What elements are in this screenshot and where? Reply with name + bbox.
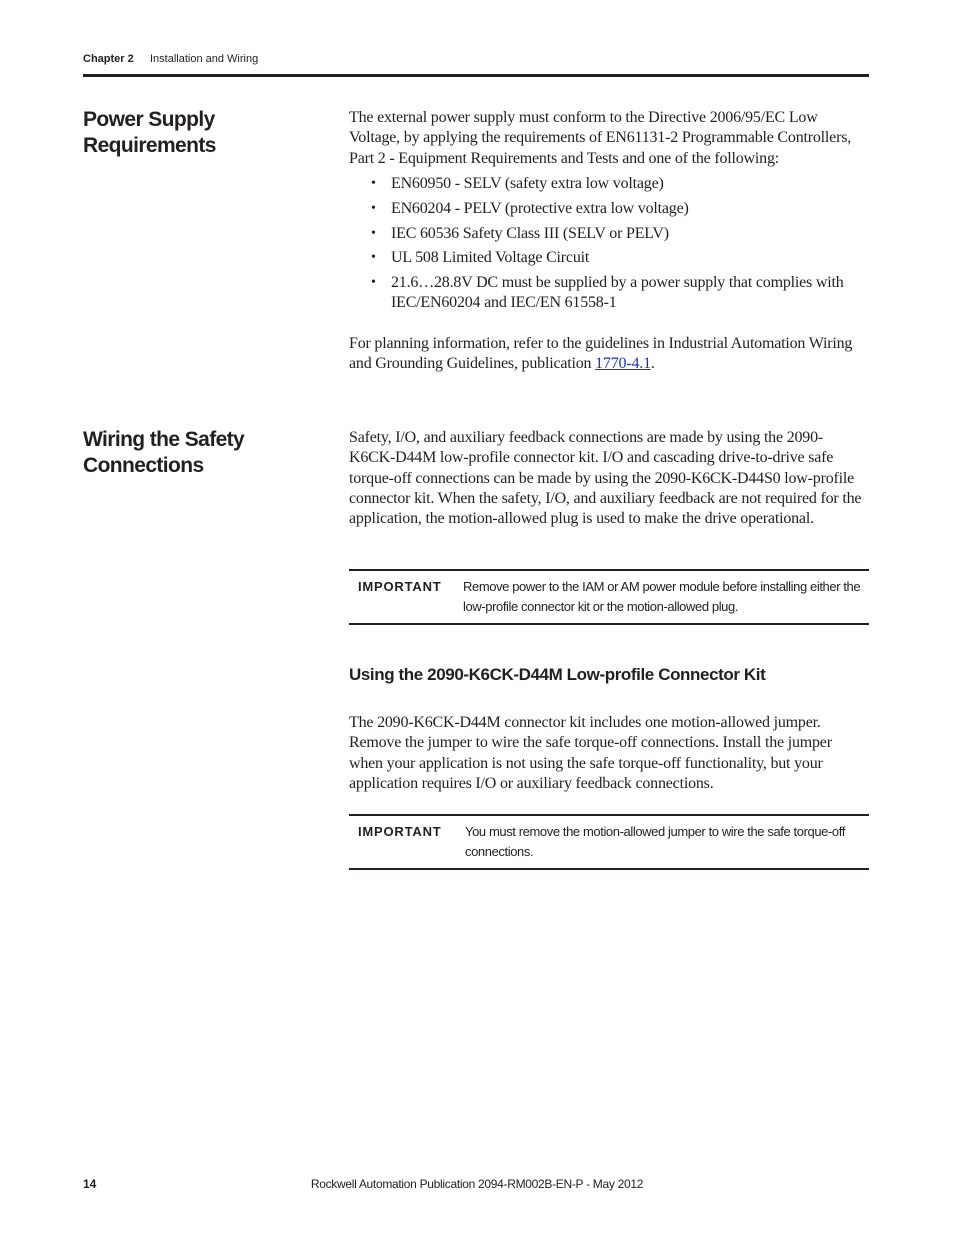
wiring-heading [83, 427, 343, 479]
header-rule [83, 74, 869, 77]
page-number: 14 [83, 1177, 97, 1191]
list-item-text: 21.6…28.8V DC must be supplied by a power supply that complies with IEC/EN60204 and IEC/EN 61558-1 [391, 274, 844, 312]
planning-paragraph [349, 334, 869, 375]
list-item-text: UL 508 Limited Voltage Circuit [391, 249, 590, 267]
bullet-icon: • [371, 275, 376, 291]
running-header [83, 53, 259, 65]
list-item [349, 199, 869, 219]
list-item [349, 273, 869, 314]
list-item [349, 248, 869, 268]
power-supply-intro [349, 108, 869, 169]
important-text: You must remove the motion-allowed jumper to wire the safe torque-off connections. [465, 824, 845, 859]
wiring-paragraph [349, 428, 869, 529]
connector-kit-subheading: Using the 2090-K6CK-D44M Low-profile Connector Kit [349, 665, 766, 684]
bullet-icon: • [371, 176, 376, 191]
important-label: IMPORTANT [358, 824, 442, 839]
important-note-jumper [349, 814, 869, 870]
wiring-heading-line2: Connections [83, 454, 204, 477]
list-item-text: EN60204 - PELV (protective extra low voltage) [391, 199, 689, 217]
list-item [349, 224, 869, 244]
publication-footer: Rockwell Automation Publication 2094-RM002B-EN-P - May 2012 [310, 1177, 644, 1191]
important-note-power [349, 569, 869, 625]
planning-text: For planning information, refer to the guidelines in Industrial Automation Wiring and Grounding Guidelines, publication [349, 335, 853, 373]
chapter-label: Chapter 2 [83, 53, 134, 65]
list-item-text: IEC 60536 Safety Class III (SELV or PELV) [391, 224, 669, 242]
publication-link[interactable]: 1770-4.1 [595, 355, 651, 373]
important-label: IMPORTANT [358, 579, 442, 594]
important-text: Remove power to the IAM or AM power module before installing either the low-profile connector kit or the motion-allowed plug. [463, 579, 861, 614]
planning-period: . [650, 355, 655, 373]
kit-paragraph [349, 713, 869, 794]
chapter-title: Installation and Wiring [150, 53, 259, 65]
power-supply-intro-text: The external power supply must conform to the Directive 2006/95/EC Low Voltage, by applying the requirements of EN61131-2 Programmable Controllers, Part 2 - Equipment Requirements and Tests and one of the following: [349, 109, 852, 167]
wiring-heading-line1: Wiring the Safety [83, 428, 245, 451]
bullet-icon: • [371, 225, 376, 241]
power-supply-standards-list [349, 174, 869, 318]
bullet-icon: • [371, 200, 376, 216]
power-supply-heading: Power Supply Requirements [83, 108, 216, 157]
kit-paragraph-text: The 2090-K6CK-D44M connector kit includes one motion-allowed jumper. Remove the jumper to wire the safe torque-off connections. Install the jumper when your application is not using the safe torque-off functionality, but your application requires I/O or auxiliary feedback connections. [349, 714, 832, 792]
wiring-paragraph-text: Safety, I/O, and auxiliary feedback connections are made by using the 2090-K6CK-D44M low-profile connector kit. I/O and cascading drive-to-drive safe torque-off connections can be made by using the 2090-K6CK-D44S0 low-profile connector kit. When the safety, I/O, and auxiliary feedback are not required for the application, the motion-allowed plug is used to make the drive operational. [349, 429, 862, 528]
bullet-icon: • [371, 250, 376, 266]
list-item [349, 174, 869, 194]
list-item-text: EN60950 - SELV (safety extra low voltage) [391, 175, 664, 192]
